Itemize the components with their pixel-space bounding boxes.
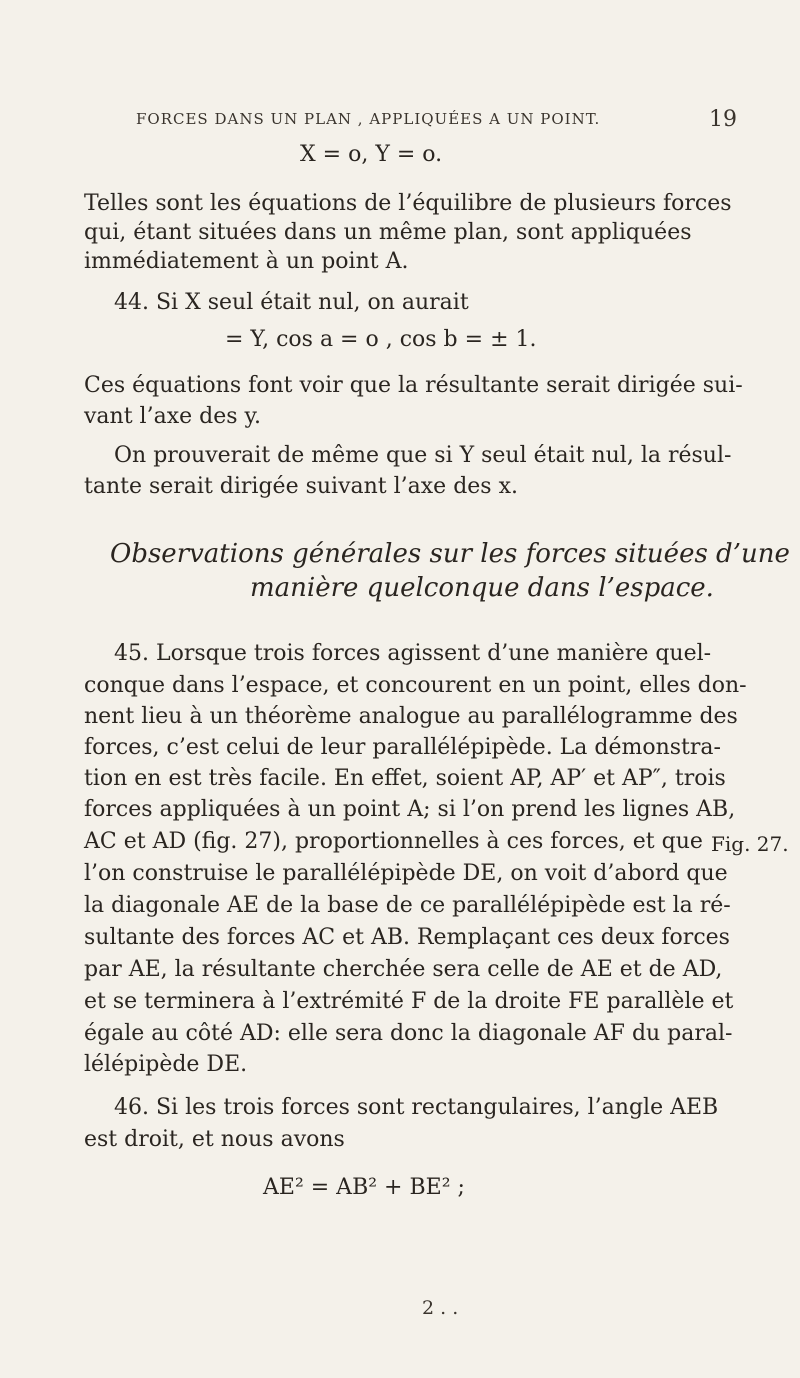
paragraph-46-line-1: 46. Si les trois forces sont rectangulaires, l’angle AEB xyxy=(114,1095,719,1120)
section-heading-line-2: manière quelconque dans l’espace. xyxy=(250,573,714,603)
paragraph-2-line-1: Ces équations font voir que la résultante serait dirigée sui- xyxy=(84,373,743,398)
paragraph-45-line-8: l’on construise le parallélépipède DE, on voit d’abord que xyxy=(84,861,728,886)
paragraph-45-line-12: et se terminera à l’extrémité F de la droite FE parallèle et xyxy=(84,989,734,1014)
page-number: 19 xyxy=(709,107,737,132)
paragraph-45-line-1: 45. Lorsque trois forces agissent d’une manière quel- xyxy=(114,641,712,666)
paragraph-1-line-1: Telles sont les équations de l’équilibre de plusieurs forces xyxy=(84,191,732,216)
paragraph-45-line-7: AC et AD (fig. 27), proportionnelles à ces forces, et que xyxy=(84,829,703,854)
paragraph-1-line-2: qui, étant situées dans un même plan, sont appliquées xyxy=(84,220,692,245)
equation-x-y-zero: X = o, Y = o. xyxy=(300,142,443,167)
paragraph-45-line-6: forces appliquées à un point A; si l’on prend les lignes AB, xyxy=(84,797,736,822)
paragraph-44: 44. Si X seul était nul, on aurait xyxy=(114,290,469,315)
section-heading-line-1: Observations générales sur les forces situées d’une xyxy=(110,539,790,569)
paragraph-45-line-13: égale au côté AD: elle sera donc la diagonale AF du paral- xyxy=(84,1021,733,1046)
paragraph-45-line-5: tion en est très facile. En effet, soient AP, AP′ et AP″, trois xyxy=(84,766,726,791)
figure-margin-note: Fig. 27. xyxy=(711,832,789,856)
paragraph-46-line-2: est droit, et nous avons xyxy=(84,1127,345,1152)
paragraph-45-line-10: sultante des forces AC et AB. Remplaçant ces deux forces xyxy=(84,925,730,950)
paragraph-3-line-1: On prouverait de même que si Y seul était nul, la résul- xyxy=(114,443,732,468)
paragraph-45-line-9: la diagonale AE de la base de ce parallélépipède est la ré- xyxy=(84,893,731,918)
paragraph-45-line-14: lélépipède DE. xyxy=(84,1052,248,1077)
paragraph-2-line-2: vant l’axe des y. xyxy=(84,404,261,429)
signature-mark: 2 . . xyxy=(422,1297,459,1319)
equation-44: = Y, cos a = o , cos b = ± 1. xyxy=(225,327,537,352)
paragraph-3-line-2: tante serait dirigée suivant l’axe des x. xyxy=(84,474,518,499)
equation-46: AE² = AB² + BE² ; xyxy=(263,1175,465,1200)
paragraph-45-line-11: par AE, la résultante cherchée sera celle de AE et de AD, xyxy=(84,957,723,982)
paragraph-45-line-4: forces, c’est celui de leur parallélépipède. La démonstra- xyxy=(84,735,721,760)
paragraph-1-line-3: immédiatement à un point A. xyxy=(84,249,409,274)
paragraph-45-line-3: nent lieu à un théorème analogue au parallélogramme des xyxy=(84,704,738,729)
paragraph-45-line-2: conque dans l’espace, et concourent en un point, elles don- xyxy=(84,673,747,698)
running-head: FORCES DANS UN PLAN , APPLIQUÉES A UN POINT. xyxy=(136,110,601,128)
